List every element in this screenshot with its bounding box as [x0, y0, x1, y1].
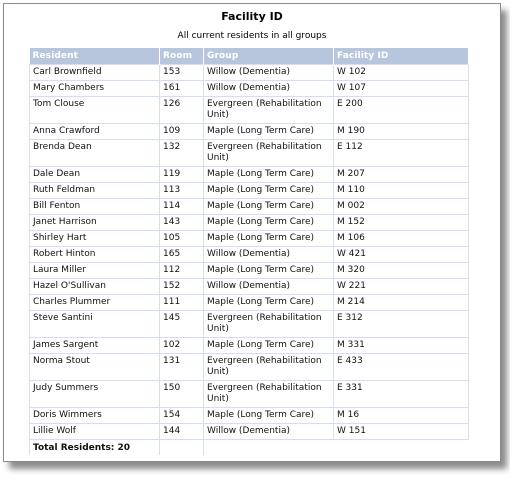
cell-resident: Mary Chambers — [30, 81, 160, 97]
cell-room: 126 — [160, 97, 204, 124]
table-row — [30, 295, 469, 311]
cell-resident: Norma Stout — [30, 354, 160, 381]
table-header — [30, 48, 469, 65]
column-header-resident: Resident — [30, 48, 160, 65]
table-row — [30, 279, 469, 295]
cell-room: 132 — [160, 140, 204, 167]
cell-resident: Ruth Feldman — [30, 183, 160, 199]
cell-resident: James Sargent — [30, 338, 160, 354]
cell-facility-id: E 331 — [334, 381, 469, 408]
table-row — [30, 247, 469, 263]
cell-resident: Brenda Dean — [30, 140, 160, 167]
cell-room: 131 — [160, 354, 204, 381]
cell-group: Willow (Dementia) — [204, 424, 334, 440]
residents-table — [29, 48, 469, 455]
cell-facility-id: M 106 — [334, 231, 469, 247]
cell-group: Evergreen (Rehabilitation Unit) — [204, 140, 334, 167]
cell-facility-id: E 200 — [334, 97, 469, 124]
report-title: Facility ID — [221, 10, 283, 23]
cell-facility-id: M 331 — [334, 338, 469, 354]
total-blank-cell — [160, 440, 204, 456]
cell-room: 145 — [160, 311, 204, 338]
cell-facility-id: E 433 — [334, 354, 469, 381]
cell-room: 165 — [160, 247, 204, 263]
cell-facility-id: M 152 — [334, 215, 469, 231]
cell-resident: Tom Clouse — [30, 97, 160, 124]
cell-group: Willow (Dementia) — [204, 65, 334, 81]
table-row — [30, 381, 469, 408]
cell-room: 153 — [160, 65, 204, 81]
cell-room: 119 — [160, 167, 204, 183]
total-blank-cell — [334, 440, 469, 456]
cell-facility-id: W 421 — [334, 247, 469, 263]
cell-group: Evergreen (Rehabilitation Unit) — [204, 97, 334, 124]
header-row — [30, 48, 469, 65]
table-row — [30, 140, 469, 167]
column-header-facility-id: Facility ID — [334, 48, 469, 65]
cell-facility-id: E 312 — [334, 311, 469, 338]
cell-resident: Doris Wimmers — [30, 408, 160, 424]
table-row — [30, 231, 469, 247]
cell-room: 105 — [160, 231, 204, 247]
cell-facility-id: M 002 — [334, 199, 469, 215]
cell-facility-id: M 190 — [334, 124, 469, 140]
cell-facility-id: W 107 — [334, 81, 469, 97]
cell-facility-id: M 320 — [334, 263, 469, 279]
column-header-group: Group — [204, 48, 334, 65]
cell-resident: Carl Brownfield — [30, 65, 160, 81]
cell-group: Maple (Long Term Care) — [204, 183, 334, 199]
table-row — [30, 81, 469, 97]
table-row — [30, 311, 469, 338]
cell-facility-id: M 110 — [334, 183, 469, 199]
table-row — [30, 338, 469, 354]
cell-group: Willow (Dementia) — [204, 279, 334, 295]
cell-resident: Laura Miller — [30, 263, 160, 279]
cell-room: 112 — [160, 263, 204, 279]
cell-group: Willow (Dementia) — [204, 247, 334, 263]
cell-facility-id: W 221 — [334, 279, 469, 295]
cell-room: 150 — [160, 381, 204, 408]
cell-resident: Janet Harrison — [30, 215, 160, 231]
table-row — [30, 263, 469, 279]
cell-room: 152 — [160, 279, 204, 295]
cell-facility-id: M 214 — [334, 295, 469, 311]
cell-group: Maple (Long Term Care) — [204, 295, 334, 311]
cell-room: 144 — [160, 424, 204, 440]
table-row — [30, 424, 469, 440]
cell-group: Maple (Long Term Care) — [204, 124, 334, 140]
cell-group: Maple (Long Term Care) — [204, 263, 334, 279]
column-header-room: Room — [160, 48, 204, 65]
table-footer — [30, 440, 469, 456]
cell-group: Maple (Long Term Care) — [204, 231, 334, 247]
cell-facility-id: W 151 — [334, 424, 469, 440]
table-row — [30, 408, 469, 424]
cell-resident: Charles Plummer — [30, 295, 160, 311]
cell-group: Evergreen (Rehabilitation Unit) — [204, 354, 334, 381]
cell-room: 102 — [160, 338, 204, 354]
report-page — [3, 3, 501, 462]
table-row — [30, 124, 469, 140]
cell-room: 154 — [160, 408, 204, 424]
cell-resident: Lillie Wolf — [30, 424, 160, 440]
cell-resident: Hazel O'Sullivan — [30, 279, 160, 295]
cell-facility-id: M 16 — [334, 408, 469, 424]
cell-group: Maple (Long Term Care) — [204, 167, 334, 183]
table-row — [30, 167, 469, 183]
cell-resident: Steve Santini — [30, 311, 160, 338]
cell-group: Willow (Dementia) — [204, 81, 334, 97]
table-row — [30, 97, 469, 124]
cell-facility-id: M 207 — [334, 167, 469, 183]
cell-group: Maple (Long Term Care) — [204, 199, 334, 215]
cell-facility-id: E 112 — [334, 140, 469, 167]
table-body — [30, 65, 469, 440]
cell-room: 109 — [160, 124, 204, 140]
table-row — [30, 354, 469, 381]
report-subtitle: All current residents in all groups — [177, 31, 327, 41]
cell-group: Maple (Long Term Care) — [204, 215, 334, 231]
cell-resident: Dale Dean — [30, 167, 160, 183]
cell-room: 111 — [160, 295, 204, 311]
table-row — [30, 183, 469, 199]
cell-room: 143 — [160, 215, 204, 231]
total-residents-label: Total Residents: 20 — [30, 440, 160, 456]
table-row — [30, 65, 469, 81]
cell-group: Evergreen (Rehabilitation Unit) — [204, 381, 334, 408]
cell-room: 161 — [160, 81, 204, 97]
cell-group: Evergreen (Rehabilitation Unit) — [204, 311, 334, 338]
cell-group: Maple (Long Term Care) — [204, 338, 334, 354]
cell-resident: Anna Crawford — [30, 124, 160, 140]
cell-resident: Shirley Hart — [30, 231, 160, 247]
cell-room: 113 — [160, 183, 204, 199]
cell-group: Maple (Long Term Care) — [204, 408, 334, 424]
table-row — [30, 215, 469, 231]
cell-resident: Robert Hinton — [30, 247, 160, 263]
cell-resident: Bill Fenton — [30, 199, 160, 215]
table-row — [30, 199, 469, 215]
total-row — [30, 440, 469, 456]
cell-resident: Judy Summers — [30, 381, 160, 408]
cell-room: 114 — [160, 199, 204, 215]
total-blank-cell — [204, 440, 334, 456]
cell-facility-id: W 102 — [334, 65, 469, 81]
